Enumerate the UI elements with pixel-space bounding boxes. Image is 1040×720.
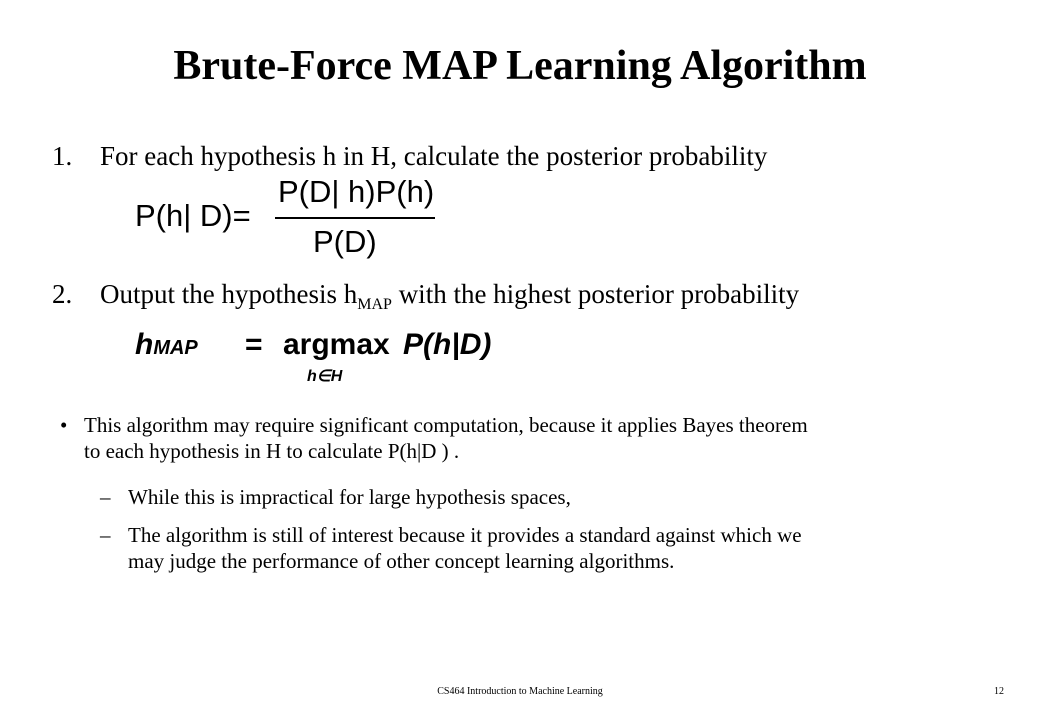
dash-2: – xyxy=(100,523,111,547)
slide-title: Brute-Force MAP Learning Algorithm xyxy=(173,43,867,89)
formula-denominator: P(D) xyxy=(313,224,377,259)
hmap-lhs: hMAP xyxy=(135,328,198,361)
step-1-number: 1. xyxy=(52,141,73,171)
hmap-formula xyxy=(135,322,555,392)
formula-numerator: P(D| h)P(h) xyxy=(278,174,435,209)
step-2 xyxy=(52,278,799,321)
sub-bullet-2 xyxy=(100,522,1000,574)
bullet-line-2: to each hypothesis in H to calculate P(h|D ) . xyxy=(84,439,460,463)
footer-course: CS464 Introduction to Machine Learning xyxy=(437,686,603,697)
hmap-equals: = xyxy=(245,328,263,361)
bullet-item xyxy=(60,412,1020,464)
dash-1: – xyxy=(100,485,111,509)
sub-bullet-1 xyxy=(100,484,1000,510)
sub-bullet-2-line-2: may judge the performance of other concept learning algorithms. xyxy=(128,549,675,573)
footer-page-number: 12 xyxy=(994,686,1004,697)
hmap-argmax-sub: h∈H xyxy=(307,368,343,385)
step-1-text: For each hypothesis h in H, calculate the posterior probability xyxy=(100,141,768,171)
step-2-text: Output the hypothesis h xyxy=(100,279,358,309)
formula-lhs: P(h| D)= xyxy=(135,198,251,233)
sub-bullet-1-text: While this is impractical for large hypothesis spaces, xyxy=(128,485,571,509)
bullet-line-1: This algorithm may require significant computation, because it applies Bayes theorem xyxy=(84,413,808,437)
step-2-number: 2. xyxy=(52,279,73,309)
bullet-dot: • xyxy=(60,413,68,437)
step-1 xyxy=(52,140,767,172)
hmap-argmax: argmax xyxy=(283,328,390,361)
fraction-bar xyxy=(275,217,435,219)
hmap-rhs: P(h|D) xyxy=(403,328,492,361)
step-2-subscript: MAP xyxy=(357,296,392,313)
sub-bullet-2-line-1: The algorithm is still of interest because it provides a standard against which we xyxy=(128,523,802,547)
step-2-text-after: with the highest posterior probability xyxy=(391,279,800,309)
posterior-formula xyxy=(135,172,435,262)
